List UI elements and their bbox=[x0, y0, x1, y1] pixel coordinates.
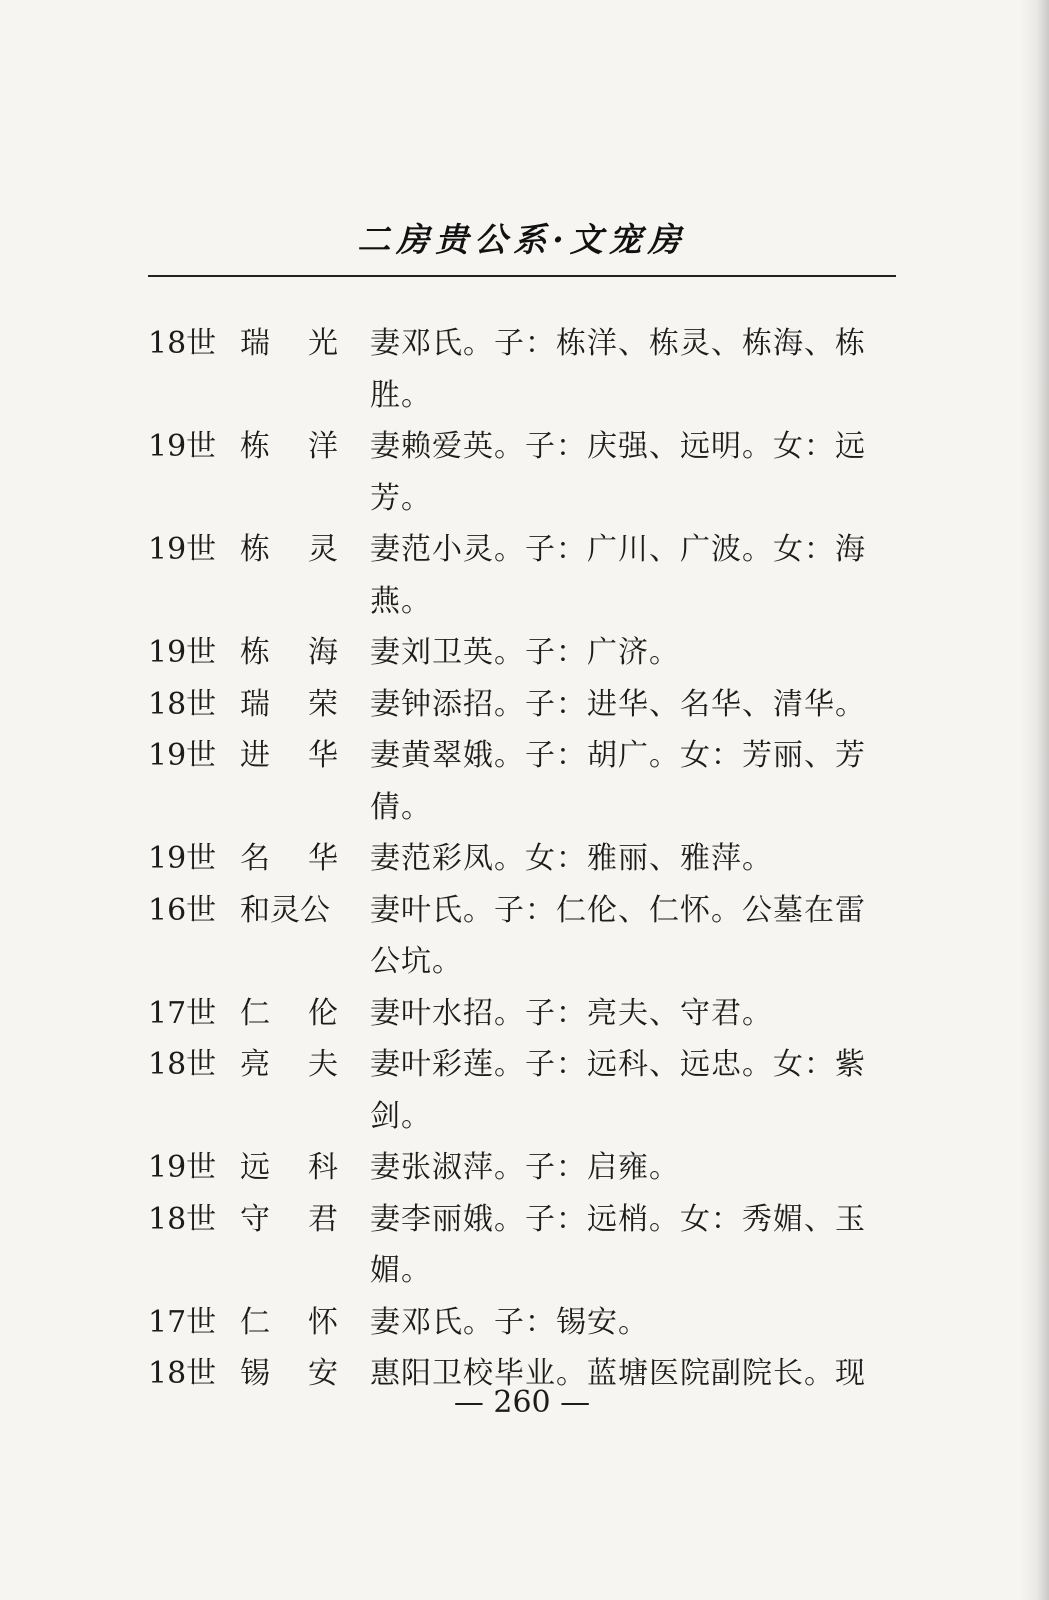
person-name: 和灵公 bbox=[240, 892, 330, 928]
generation-label: 19世 bbox=[148, 1150, 217, 1185]
person-name: 进 华 bbox=[240, 738, 338, 773]
entry-description: 妻邓氏。子：锡安。 bbox=[370, 1304, 649, 1340]
running-header bbox=[148, 214, 896, 261]
generation-label: 17世 bbox=[148, 995, 217, 1031]
genealogy-entry bbox=[148, 421, 908, 524]
entry-description: 妻范彩凤。女：雅丽、雅萍。 bbox=[370, 841, 773, 876]
genealogy-entries bbox=[148, 318, 908, 1400]
genealogy-entry bbox=[148, 1039, 908, 1142]
generation-label: 18世 bbox=[148, 686, 217, 722]
person-name: 瑞 荣 bbox=[240, 686, 338, 722]
person-name: 瑞 光 bbox=[240, 326, 338, 361]
entry-description: 妻邓氏。子：栋洋、栋灵、栋海、栋 胜。 bbox=[370, 326, 866, 413]
genealogy-entry bbox=[148, 833, 908, 885]
genealogy-entry bbox=[148, 1297, 908, 1349]
entry-description: 妻李丽娥。子：远梢。女：秀媚、玉 媚。 bbox=[370, 1201, 866, 1288]
genealogy-entry bbox=[148, 885, 908, 988]
person-name: 仁 怀 bbox=[240, 1304, 338, 1340]
entry-description: 妻赖爱英。子：庆强、远明。女：远 芳。 bbox=[370, 429, 866, 516]
person-name: 锡 安 bbox=[240, 1356, 338, 1391]
header-title: 二房贵公系·文宠房 bbox=[357, 220, 687, 259]
entry-description: 妻范小灵。子：广川、广波。女：海 燕。 bbox=[370, 532, 866, 619]
person-name: 守 君 bbox=[240, 1201, 338, 1237]
entry-description: 妻黄翠娥。子：胡广。女：芳丽、芳 倩。 bbox=[370, 738, 866, 825]
header-rule bbox=[148, 275, 896, 277]
entry-description: 惠阳卫校毕业。蓝塘医院副院长。现 bbox=[370, 1356, 866, 1391]
person-name: 远 科 bbox=[240, 1150, 338, 1185]
generation-label: 18世 bbox=[148, 1356, 217, 1391]
generation-label: 16世 bbox=[148, 892, 217, 928]
generation-label: 19世 bbox=[148, 738, 217, 773]
genealogy-entry bbox=[148, 627, 908, 679]
entry-description: 妻叶水招。子：亮夫、守君。 bbox=[370, 995, 773, 1031]
entry-description: 妻钟添招。子：进华、名华、清华。 bbox=[370, 686, 866, 722]
generation-label: 18世 bbox=[148, 326, 217, 361]
genealogy-entry bbox=[148, 524, 908, 627]
entry-description: 妻叶彩莲。子：远科、远忠。女：紫 剑。 bbox=[370, 1047, 866, 1134]
person-name: 栋 灵 bbox=[240, 532, 338, 567]
entry-description: 妻张淑萍。子：启雍。 bbox=[370, 1150, 680, 1185]
generation-label: 17世 bbox=[148, 1304, 217, 1340]
page-number: — 260 — bbox=[453, 1385, 591, 1420]
genealogy-entry bbox=[148, 1194, 908, 1297]
genealogy-entry bbox=[148, 988, 908, 1040]
person-name: 名 华 bbox=[240, 841, 338, 876]
page-footer bbox=[148, 1385, 896, 1420]
generation-label: 19世 bbox=[148, 532, 217, 567]
generation-label: 18世 bbox=[148, 1047, 217, 1082]
generation-label: 18世 bbox=[148, 1201, 217, 1237]
scan-edge-shadow bbox=[1019, 0, 1049, 1600]
genealogy-entry bbox=[148, 679, 908, 731]
person-name: 栋 海 bbox=[240, 635, 338, 670]
generation-label: 19世 bbox=[148, 429, 217, 464]
person-name: 仁 伦 bbox=[240, 995, 338, 1031]
genealogy-entry bbox=[148, 730, 908, 833]
entry-description: 妻叶氏。子：仁伦、仁怀。公墓在雷 公坑。 bbox=[370, 892, 866, 979]
person-name: 栋 洋 bbox=[240, 429, 338, 464]
entry-description: 妻刘卫英。子：广济。 bbox=[370, 635, 680, 670]
genealogy-entry bbox=[148, 318, 908, 421]
genealogy-entry bbox=[148, 1142, 908, 1194]
generation-label: 19世 bbox=[148, 841, 217, 876]
generation-label: 19世 bbox=[148, 635, 217, 670]
person-name: 亮 夫 bbox=[240, 1047, 338, 1082]
